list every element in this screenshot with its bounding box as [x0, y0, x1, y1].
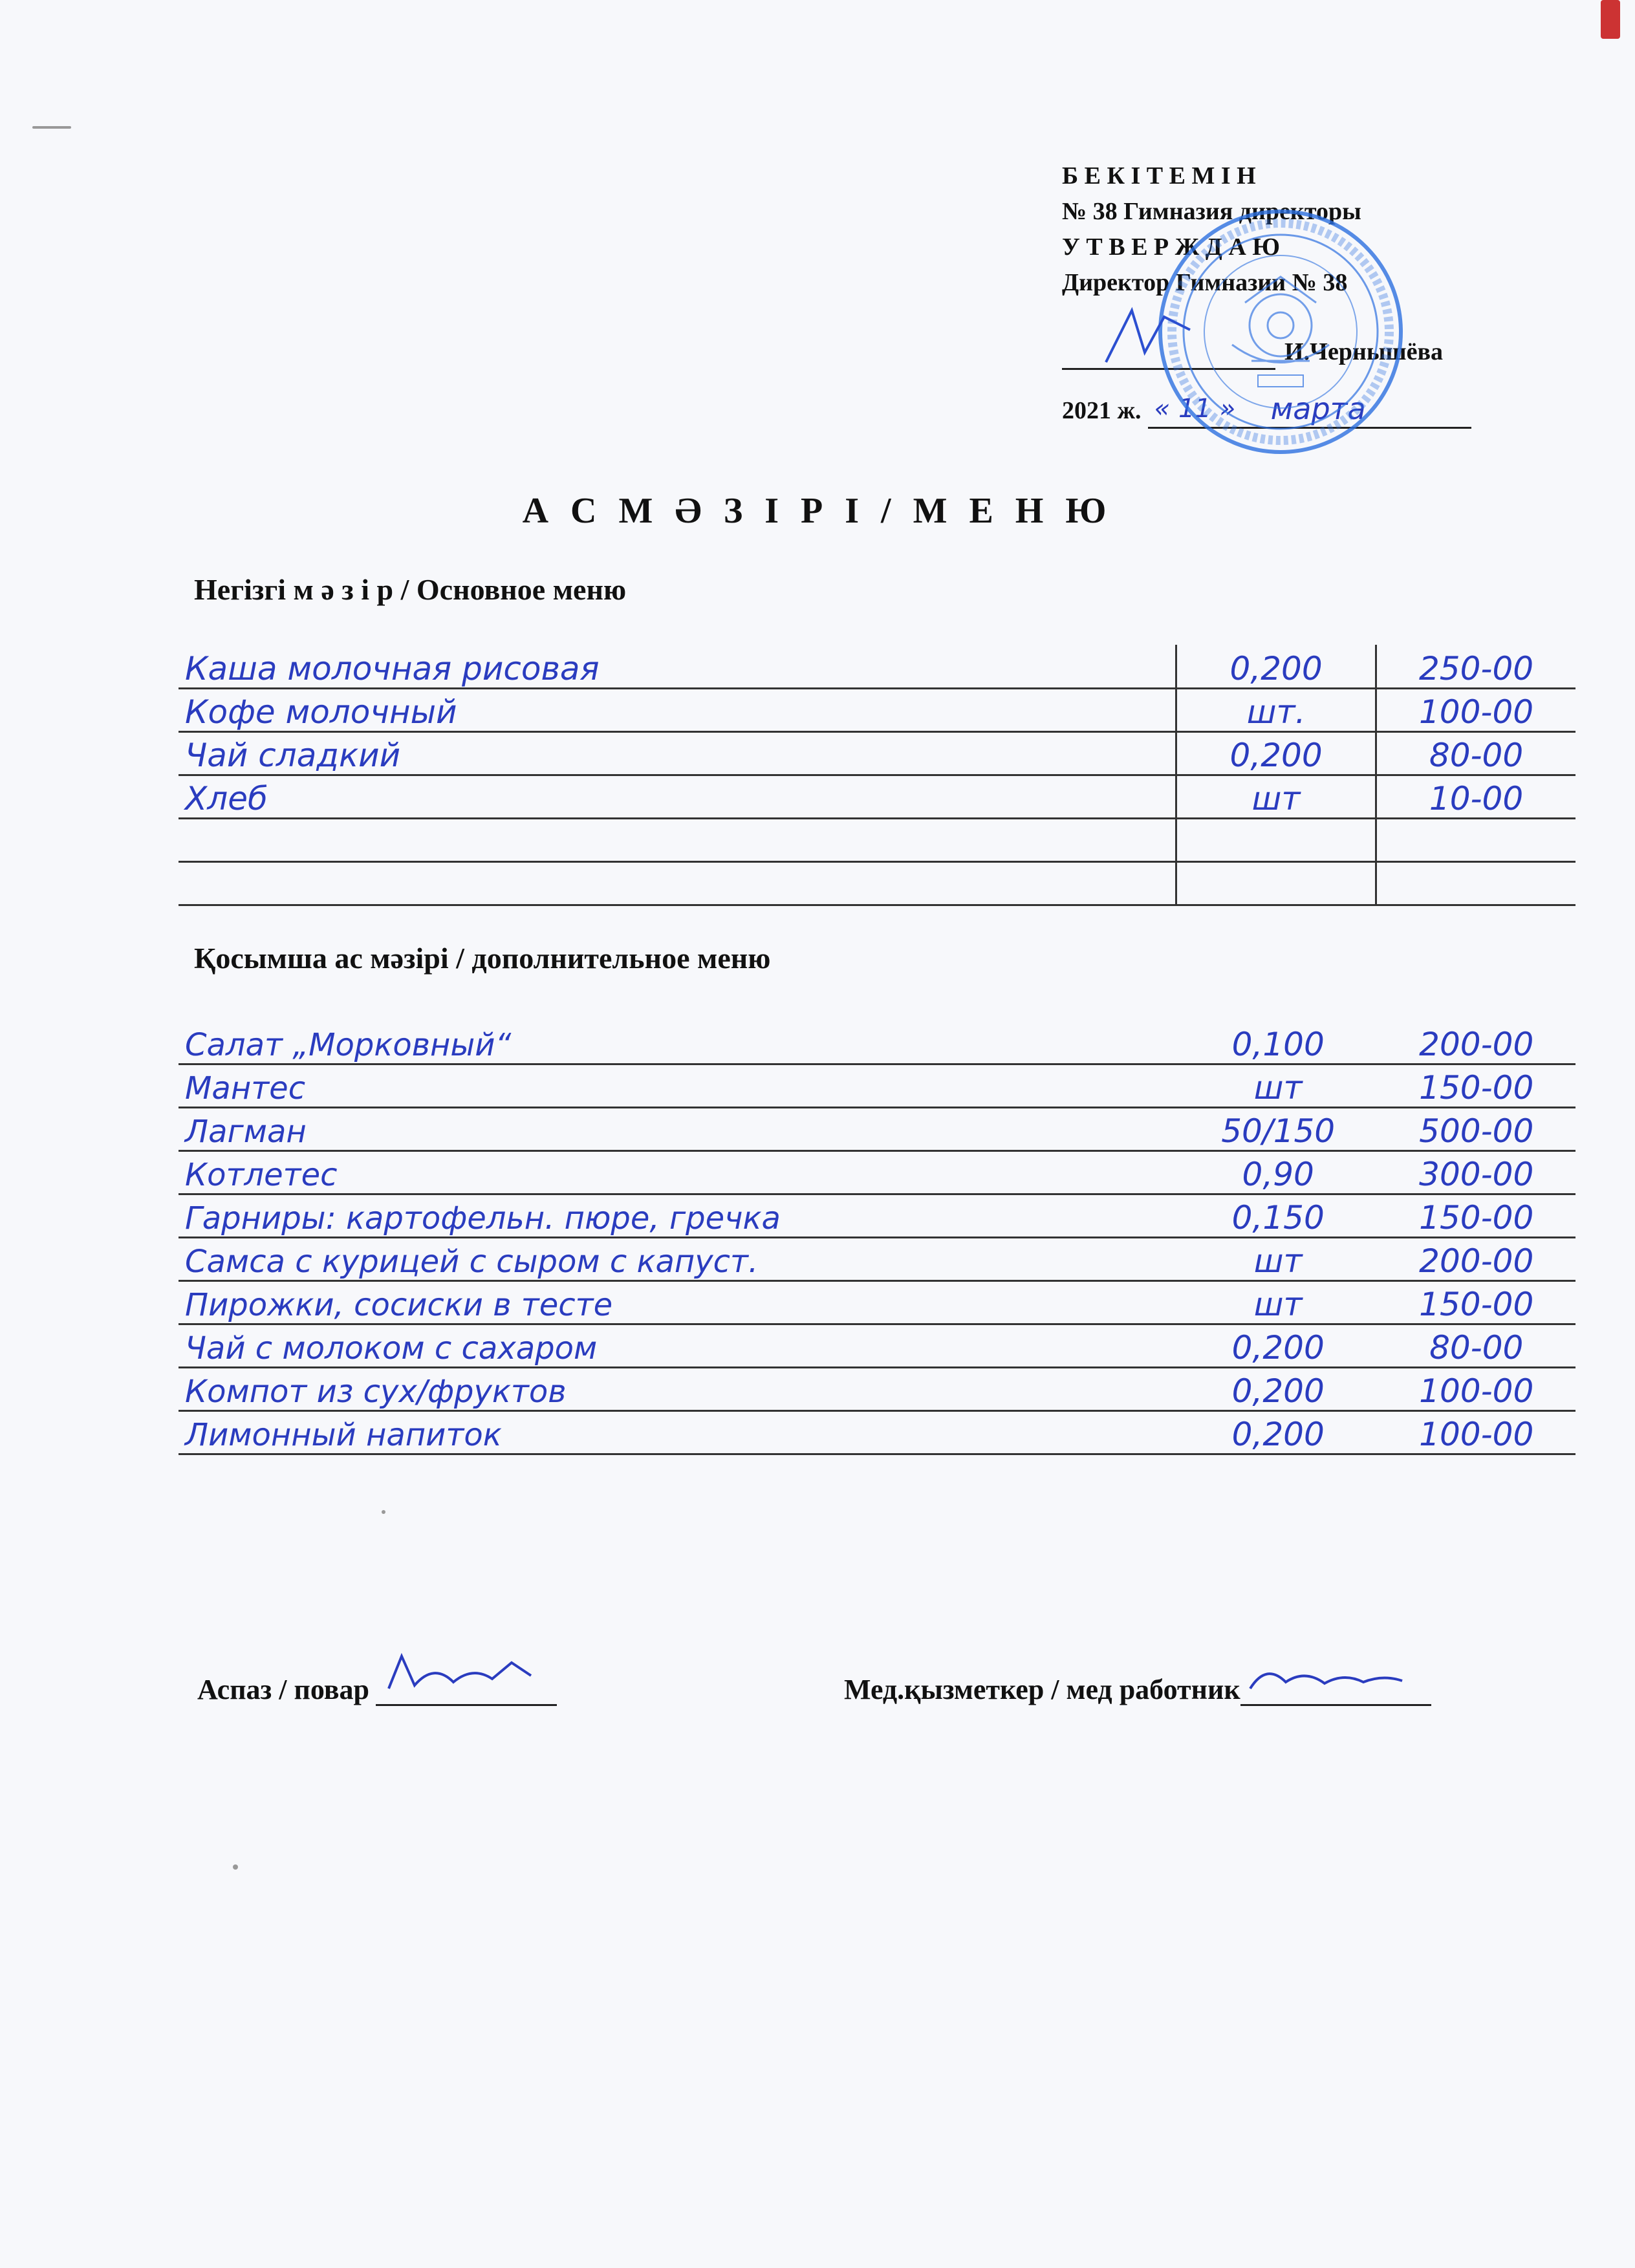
dish-price — [1376, 818, 1575, 861]
dish-quantity: шт — [1179, 1237, 1378, 1280]
dish-name: Кофе молочный — [179, 688, 1176, 731]
dish-price: 10-00 — [1376, 775, 1575, 818]
scan-mark — [32, 126, 71, 129]
approval-title-kz: Б Е К І Т Е М І Н — [1062, 162, 1256, 189]
dish-quantity: шт — [1179, 1064, 1378, 1107]
scan-speck — [382, 1510, 385, 1514]
dish-name: Гарниры: картофельн. пюре, гречка — [179, 1194, 1179, 1237]
director-name: И.Чернышёва — [1284, 338, 1443, 365]
dish-quantity: 50/150 — [1179, 1107, 1378, 1150]
scan-speck — [233, 1864, 238, 1870]
dish-name: Каша молочная рисовая — [179, 645, 1176, 688]
dish-price: 100-00 — [1377, 1367, 1575, 1410]
director-signature-scribble — [1093, 291, 1300, 382]
menu-row — [179, 1410, 1575, 1454]
menu-row — [179, 731, 1575, 775]
dish-price — [1376, 861, 1575, 905]
menu-row — [179, 1150, 1575, 1194]
med-signature-block — [844, 1672, 1431, 1706]
dish-name: Лагман — [179, 1107, 1179, 1150]
dish-quantity: 0,90 — [1179, 1150, 1378, 1194]
menu-row — [179, 1324, 1575, 1367]
dish-price: 150-00 — [1377, 1064, 1575, 1107]
dish-price: 250-00 — [1376, 645, 1575, 688]
dish-quantity: шт. — [1176, 688, 1376, 731]
dish-name: Пирожки, сосиски в тесте — [179, 1280, 1179, 1324]
dish-quantity: 0,200 — [1179, 1410, 1378, 1454]
dish-quantity: 0,200 — [1179, 1324, 1378, 1367]
menu-row — [179, 645, 1575, 688]
cook-signature-block — [197, 1672, 557, 1706]
page-title: А С М Ә З І Р І / М Е Н Ю — [522, 491, 1113, 531]
dish-price: 200-00 — [1377, 1237, 1575, 1280]
dish-name: Самса с курицей с сыром с капуст. — [179, 1237, 1179, 1280]
menu-row — [179, 1280, 1575, 1324]
dish-name: Салат „Морковный“ — [179, 1021, 1179, 1064]
dish-quantity: шт — [1179, 1280, 1378, 1324]
cook-signature-line — [376, 1672, 557, 1706]
dish-name: Чай сладкий — [179, 731, 1176, 775]
approval-position-kz: № 38 Гимназия директоры — [1062, 198, 1361, 225]
dish-quantity: 0,200 — [1176, 645, 1376, 688]
menu-row — [179, 1107, 1575, 1150]
dish-name — [179, 818, 1176, 861]
med-signature-line — [1240, 1672, 1431, 1706]
menu-row — [179, 861, 1575, 905]
menu-row — [179, 688, 1575, 731]
dish-name: Котлетес — [179, 1150, 1179, 1194]
dish-price: 500-00 — [1377, 1107, 1575, 1150]
dish-price: 80-00 — [1376, 731, 1575, 775]
main-menu-heading: Негізгі м ә з і р / Основное меню — [194, 573, 627, 606]
dish-name — [179, 861, 1176, 905]
menu-row — [179, 1021, 1575, 1064]
dish-price: 200-00 — [1377, 1021, 1575, 1064]
dish-name: Лимонный напиток — [179, 1410, 1179, 1454]
dish-price: 100-00 — [1376, 688, 1575, 731]
menu-row — [179, 1237, 1575, 1280]
dish-price: 100-00 — [1377, 1410, 1575, 1454]
dish-name: Мантес — [179, 1064, 1179, 1107]
dish-quantity — [1176, 861, 1376, 905]
menu-row — [179, 1064, 1575, 1107]
date-day: « 11 » — [1154, 394, 1236, 424]
dish-price: 300-00 — [1377, 1150, 1575, 1194]
main-menu-table — [179, 645, 1575, 906]
dish-quantity: 0,150 — [1179, 1194, 1378, 1237]
cook-signature — [376, 1650, 557, 1701]
date-year: 2021 ж. — [1062, 397, 1142, 424]
date-month: марта — [1270, 391, 1366, 426]
dish-quantity: 0,200 — [1179, 1367, 1378, 1410]
menu-row — [179, 1194, 1575, 1237]
menu-row — [179, 775, 1575, 818]
dish-name: Хлеб — [179, 775, 1176, 818]
dish-price: 80-00 — [1377, 1324, 1575, 1367]
menu-row — [179, 1367, 1575, 1410]
med-label: Мед.қызметкер / мед работник — [844, 1674, 1240, 1705]
dish-quantity: 0,200 — [1176, 731, 1376, 775]
med-signature — [1240, 1656, 1431, 1701]
cook-label: Аспаз / повар — [197, 1674, 369, 1705]
dish-quantity: шт — [1176, 775, 1376, 818]
dish-price: 150-00 — [1377, 1194, 1575, 1237]
extra-menu-table — [179, 1021, 1575, 1455]
approval-title-ru: У Т В Е Р Ж Д А Ю — [1062, 233, 1281, 261]
extra-menu-heading: Қосымша ас мәзірі / дополнительное меню — [194, 942, 771, 975]
dish-quantity — [1176, 818, 1376, 861]
dish-name: Компот из сух/фруктов — [179, 1367, 1179, 1410]
scan-edge-mark — [1601, 0, 1620, 39]
dish-price: 150-00 — [1377, 1280, 1575, 1324]
approval-position-ru: Директор Гимназии № 38 — [1062, 269, 1348, 296]
menu-row — [179, 818, 1575, 861]
dish-quantity: 0,100 — [1179, 1021, 1378, 1064]
dish-name: Чай с молоком с сахаром — [179, 1324, 1179, 1367]
